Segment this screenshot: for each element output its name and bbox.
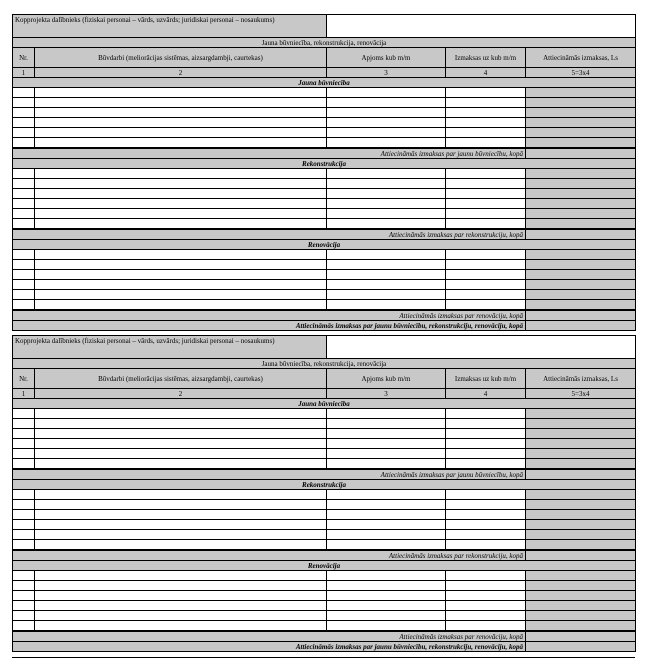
eligible-cell bbox=[526, 601, 636, 611]
cost-unit-cell[interactable] bbox=[446, 98, 526, 108]
section-heading-renov: Renovācija bbox=[13, 561, 636, 571]
nr-cell[interactable] bbox=[13, 571, 35, 581]
nr-cell[interactable] bbox=[13, 409, 35, 419]
volume-cell[interactable] bbox=[327, 520, 446, 530]
cost-unit-cell[interactable] bbox=[446, 260, 526, 270]
subtotal-label-renov: Attiecināmās izmaksas par renovāciju, kopā bbox=[13, 631, 526, 642]
works-cell[interactable] bbox=[35, 209, 327, 219]
works-cell[interactable] bbox=[35, 490, 327, 500]
cost-table-block bbox=[12, 335, 635, 652]
participant-label: Kopprojekta dalībnieks (fiziskai personai – vārds, uzvārds; juridiskai personai – nosaukums) bbox=[13, 336, 327, 359]
works-cell[interactable] bbox=[35, 88, 327, 98]
volume-cell[interactable] bbox=[327, 459, 446, 470]
table-row bbox=[13, 490, 636, 500]
table-row bbox=[13, 429, 636, 439]
col-header-cost-unit: Izmaksas uz kub m/m bbox=[446, 369, 526, 389]
nr-cell[interactable] bbox=[13, 189, 35, 199]
works-cell[interactable] bbox=[35, 601, 327, 611]
table-row bbox=[13, 530, 636, 540]
works-cell[interactable] bbox=[35, 581, 327, 591]
works-cell[interactable] bbox=[35, 169, 327, 179]
works-cell[interactable] bbox=[35, 250, 327, 260]
nr-cell[interactable] bbox=[13, 540, 35, 551]
cost-unit-cell[interactable] bbox=[446, 108, 526, 118]
works-cell[interactable] bbox=[35, 179, 327, 189]
subtotal-label-recon: Attiecināmās izmaksas par rekonstrukciju, kopā bbox=[13, 550, 526, 561]
nr-cell[interactable] bbox=[13, 128, 35, 138]
volume-cell[interactable] bbox=[327, 439, 446, 449]
eligible-cell bbox=[526, 490, 636, 500]
cost-unit-cell[interactable] bbox=[446, 128, 526, 138]
eligible-cell bbox=[526, 118, 636, 128]
volume-cell[interactable] bbox=[327, 280, 446, 290]
cost-unit-cell[interactable] bbox=[446, 189, 526, 199]
nr-cell[interactable] bbox=[13, 611, 35, 621]
participant-input[interactable] bbox=[327, 15, 636, 38]
eligible-cell bbox=[526, 169, 636, 179]
works-cell[interactable] bbox=[35, 419, 327, 429]
nr-cell[interactable] bbox=[13, 581, 35, 591]
volume-cell[interactable] bbox=[327, 179, 446, 189]
cost-unit-cell[interactable] bbox=[446, 209, 526, 219]
table-row bbox=[13, 108, 636, 118]
volume-cell[interactable] bbox=[327, 189, 446, 199]
eligible-cell bbox=[526, 300, 636, 311]
section-heading-new: Jauna būvniecība bbox=[13, 399, 636, 409]
table-row bbox=[13, 169, 636, 179]
col-number: 5=3x4 bbox=[526, 68, 636, 78]
works-cell[interactable] bbox=[35, 138, 327, 149]
table-row bbox=[13, 118, 636, 128]
nr-cell[interactable] bbox=[13, 419, 35, 429]
table-row bbox=[13, 199, 636, 209]
nr-cell[interactable] bbox=[13, 300, 35, 311]
eligible-cell bbox=[526, 88, 636, 98]
cost-unit-cell[interactable] bbox=[446, 219, 526, 230]
works-cell[interactable] bbox=[35, 540, 327, 551]
subtotal-value-new bbox=[526, 469, 636, 480]
cost-unit-cell[interactable] bbox=[446, 571, 526, 581]
eligible-cell bbox=[526, 581, 636, 591]
eligible-cell bbox=[526, 419, 636, 429]
nr-cell[interactable] bbox=[13, 199, 35, 209]
eligible-cell bbox=[526, 530, 636, 540]
col-number: 4 bbox=[446, 389, 526, 399]
volume-cell[interactable] bbox=[327, 581, 446, 591]
cost-unit-cell[interactable] bbox=[446, 409, 526, 419]
volume-cell[interactable] bbox=[327, 621, 446, 632]
works-cell[interactable] bbox=[35, 199, 327, 209]
eligible-cell bbox=[526, 98, 636, 108]
cost-unit-cell[interactable] bbox=[446, 449, 526, 459]
nr-cell[interactable] bbox=[13, 138, 35, 149]
table-row bbox=[13, 98, 636, 108]
subtotal-value-new bbox=[526, 148, 636, 159]
volume-cell[interactable] bbox=[327, 260, 446, 270]
volume-cell[interactable] bbox=[327, 128, 446, 138]
eligible-cell bbox=[526, 209, 636, 219]
nr-cell[interactable] bbox=[13, 500, 35, 510]
eligible-cell bbox=[526, 459, 636, 470]
table-row bbox=[13, 260, 636, 270]
eligible-cell bbox=[526, 439, 636, 449]
table-row bbox=[13, 419, 636, 429]
works-cell[interactable] bbox=[35, 500, 327, 510]
volume-cell[interactable] bbox=[327, 209, 446, 219]
eligible-cell bbox=[526, 199, 636, 209]
col-header-volume: Apjoms kub m/m bbox=[327, 48, 446, 68]
nr-cell[interactable] bbox=[13, 209, 35, 219]
eligible-cell bbox=[526, 520, 636, 530]
table-row bbox=[13, 300, 636, 311]
table-row bbox=[13, 290, 636, 300]
eligible-cell bbox=[526, 108, 636, 118]
cost-unit-cell[interactable] bbox=[446, 500, 526, 510]
cost-unit-cell[interactable] bbox=[446, 510, 526, 520]
subtotal-value-recon bbox=[526, 550, 636, 561]
nr-cell[interactable] bbox=[13, 601, 35, 611]
eligible-cell bbox=[526, 189, 636, 199]
table-row bbox=[13, 250, 636, 260]
works-cell[interactable] bbox=[35, 118, 327, 128]
cost-unit-cell[interactable] bbox=[446, 581, 526, 591]
works-cell[interactable] bbox=[35, 219, 327, 230]
nr-cell[interactable] bbox=[13, 219, 35, 230]
table-row bbox=[13, 270, 636, 280]
cost-unit-cell[interactable] bbox=[446, 88, 526, 98]
nr-cell[interactable] bbox=[13, 179, 35, 189]
col-number: 4 bbox=[446, 68, 526, 78]
works-cell[interactable] bbox=[35, 439, 327, 449]
table-row bbox=[13, 500, 636, 510]
col-number: 3 bbox=[327, 389, 446, 399]
works-cell[interactable] bbox=[35, 429, 327, 439]
eligible-cell bbox=[526, 571, 636, 581]
col-header-works: Būvdarbi (meliorācijas sistēmas, aizsargdambji, caurtekas) bbox=[35, 48, 327, 68]
table-row bbox=[13, 520, 636, 530]
cost-unit-cell[interactable] bbox=[446, 490, 526, 500]
col-header-works: Būvdarbi (meliorācijas sistēmas, aizsargdambji, caurtekas) bbox=[35, 369, 327, 389]
table-row bbox=[13, 581, 636, 591]
cost-unit-cell[interactable] bbox=[446, 591, 526, 601]
nr-cell[interactable] bbox=[13, 429, 35, 439]
volume-cell[interactable] bbox=[327, 169, 446, 179]
nr-cell[interactable] bbox=[13, 260, 35, 270]
cost-unit-cell[interactable] bbox=[446, 439, 526, 449]
col-header-volume: Apjoms kub m/m bbox=[327, 369, 446, 389]
volume-cell[interactable] bbox=[327, 601, 446, 611]
col-number: 1 bbox=[13, 389, 35, 399]
eligible-cell bbox=[526, 429, 636, 439]
nr-cell[interactable] bbox=[13, 280, 35, 290]
nr-cell[interactable] bbox=[13, 520, 35, 530]
eligible-cell bbox=[526, 270, 636, 280]
col-number: 5=3x4 bbox=[526, 389, 636, 399]
volume-cell[interactable] bbox=[327, 490, 446, 500]
nr-cell[interactable] bbox=[13, 530, 35, 540]
eligible-cell bbox=[526, 611, 636, 621]
section-heading-new: Jauna būvniecība bbox=[13, 78, 636, 88]
col-header-eligible: Attiecināmās izmaksas, Ls bbox=[526, 369, 636, 389]
volume-cell[interactable] bbox=[327, 409, 446, 419]
table-title: Jauna būvniecība, rekonstrukcija, renovācija bbox=[13, 359, 636, 369]
section-heading-recon: Rekonstrukcija bbox=[13, 480, 636, 490]
volume-cell[interactable] bbox=[327, 118, 446, 128]
col-header-cost-unit: Izmaksas uz kub m/m bbox=[446, 48, 526, 68]
volume-cell[interactable] bbox=[327, 540, 446, 551]
volume-cell[interactable] bbox=[327, 591, 446, 601]
cost-unit-cell[interactable] bbox=[446, 300, 526, 311]
volume-cell[interactable] bbox=[327, 449, 446, 459]
cost-unit-cell[interactable] bbox=[446, 270, 526, 280]
works-cell[interactable] bbox=[35, 611, 327, 621]
table-row bbox=[13, 128, 636, 138]
volume-cell[interactable] bbox=[327, 429, 446, 439]
cost-unit-cell[interactable] bbox=[446, 459, 526, 470]
nr-cell[interactable] bbox=[13, 270, 35, 280]
table-row bbox=[13, 571, 636, 581]
eligible-cell bbox=[526, 290, 636, 300]
volume-cell[interactable] bbox=[327, 611, 446, 621]
volume-cell[interactable] bbox=[327, 219, 446, 230]
volume-cell[interactable] bbox=[327, 500, 446, 510]
works-cell[interactable] bbox=[35, 108, 327, 118]
col-header-nr: Nr. bbox=[13, 48, 35, 68]
works-cell[interactable] bbox=[35, 571, 327, 581]
table-row bbox=[13, 189, 636, 199]
table-row bbox=[13, 459, 636, 470]
eligible-cell bbox=[526, 250, 636, 260]
nr-cell[interactable] bbox=[13, 621, 35, 632]
works-cell[interactable] bbox=[35, 530, 327, 540]
subtotal-value-recon bbox=[526, 229, 636, 240]
eligible-cell bbox=[526, 621, 636, 632]
nr-cell[interactable] bbox=[13, 510, 35, 520]
cost-unit-cell[interactable] bbox=[446, 179, 526, 189]
cost-table-block bbox=[12, 14, 635, 331]
col-header-nr: Nr. bbox=[13, 369, 35, 389]
eligible-cell bbox=[526, 280, 636, 290]
eligible-cell bbox=[526, 260, 636, 270]
cost-unit-cell[interactable] bbox=[446, 169, 526, 179]
col-number: 2 bbox=[35, 389, 327, 399]
volume-cell[interactable] bbox=[327, 300, 446, 311]
works-cell[interactable] bbox=[35, 189, 327, 199]
cost-unit-cell[interactable] bbox=[446, 250, 526, 260]
subtotal-label-new: Attiecināmās izmaksas par jaunu būvniecību, kopā bbox=[13, 469, 526, 480]
grand-total-label: Attiecināmās izmaksas par jaunu būvniecību, rekonstrukciju, renovāciju, kopā bbox=[13, 642, 526, 652]
eligible-cell bbox=[526, 591, 636, 601]
grand-total-value bbox=[526, 321, 636, 331]
nr-cell[interactable] bbox=[13, 88, 35, 98]
volume-cell[interactable] bbox=[327, 199, 446, 209]
cost-unit-cell[interactable] bbox=[446, 419, 526, 429]
eligible-cell bbox=[526, 138, 636, 149]
cost-unit-cell[interactable] bbox=[446, 280, 526, 290]
table-row bbox=[13, 449, 636, 459]
participant-input[interactable] bbox=[327, 336, 636, 359]
nr-cell[interactable] bbox=[13, 459, 35, 470]
volume-cell[interactable] bbox=[327, 108, 446, 118]
works-cell[interactable] bbox=[35, 449, 327, 459]
table-row bbox=[13, 88, 636, 98]
subtotal-value-renov bbox=[526, 310, 636, 321]
works-cell[interactable] bbox=[35, 128, 327, 138]
works-cell[interactable] bbox=[35, 520, 327, 530]
subtotal-label-recon: Attiecināmās izmaksas par rekonstrukciju, kopā bbox=[13, 229, 526, 240]
works-cell[interactable] bbox=[35, 280, 327, 290]
cost-unit-cell[interactable] bbox=[446, 621, 526, 632]
cost-unit-cell[interactable] bbox=[446, 290, 526, 300]
nr-cell[interactable] bbox=[13, 169, 35, 179]
nr-cell[interactable] bbox=[13, 98, 35, 108]
eligible-cell bbox=[526, 219, 636, 230]
cost-unit-cell[interactable] bbox=[446, 429, 526, 439]
works-cell[interactable] bbox=[35, 591, 327, 601]
table-row bbox=[13, 280, 636, 290]
works-cell[interactable] bbox=[35, 621, 327, 632]
volume-cell[interactable] bbox=[327, 88, 446, 98]
section-heading-recon: Rekonstrukcija bbox=[13, 159, 636, 169]
volume-cell[interactable] bbox=[327, 571, 446, 581]
volume-cell[interactable] bbox=[327, 250, 446, 260]
volume-cell[interactable] bbox=[327, 530, 446, 540]
table-row bbox=[13, 510, 636, 520]
nr-cell[interactable] bbox=[13, 250, 35, 260]
table-row bbox=[13, 179, 636, 189]
works-cell[interactable] bbox=[35, 260, 327, 270]
cost-table bbox=[12, 14, 636, 331]
participant-label: Kopprojekta dalībnieks (fiziskai personai – vārds, uzvārds; juridiskai personai – nosaukums) bbox=[13, 15, 327, 38]
cost-unit-cell[interactable] bbox=[446, 199, 526, 209]
eligible-cell bbox=[526, 128, 636, 138]
table-row bbox=[13, 219, 636, 230]
works-cell[interactable] bbox=[35, 290, 327, 300]
subtotal-label-renov: Attiecināmās izmaksas par renovāciju, kopā bbox=[13, 310, 526, 321]
nr-cell[interactable] bbox=[13, 490, 35, 500]
works-cell[interactable] bbox=[35, 459, 327, 470]
subtotal-label-new: Attiecināmās izmaksas par jaunu būvniecību, kopā bbox=[13, 148, 526, 159]
table-row bbox=[13, 611, 636, 621]
nr-cell[interactable] bbox=[13, 449, 35, 459]
eligible-cell bbox=[526, 500, 636, 510]
cost-table bbox=[12, 335, 636, 652]
cost-unit-cell[interactable] bbox=[446, 530, 526, 540]
cost-unit-cell[interactable] bbox=[446, 138, 526, 149]
section-heading-renov: Renovācija bbox=[13, 240, 636, 250]
volume-cell[interactable] bbox=[327, 98, 446, 108]
table-row bbox=[13, 540, 636, 551]
grand-total-value bbox=[526, 642, 636, 652]
eligible-cell bbox=[526, 540, 636, 551]
col-number: 1 bbox=[13, 68, 35, 78]
cost-unit-cell[interactable] bbox=[446, 118, 526, 128]
works-cell[interactable] bbox=[35, 409, 327, 419]
works-cell[interactable] bbox=[35, 270, 327, 280]
col-number: 2 bbox=[35, 68, 327, 78]
cost-unit-cell[interactable] bbox=[446, 601, 526, 611]
works-cell[interactable] bbox=[35, 300, 327, 311]
bottom-rule bbox=[12, 657, 635, 658]
volume-cell[interactable] bbox=[327, 138, 446, 149]
works-cell[interactable] bbox=[35, 98, 327, 108]
eligible-cell bbox=[526, 510, 636, 520]
table-row bbox=[13, 591, 636, 601]
volume-cell[interactable] bbox=[327, 270, 446, 280]
nr-cell[interactable] bbox=[13, 118, 35, 128]
eligible-cell bbox=[526, 449, 636, 459]
works-cell[interactable] bbox=[35, 510, 327, 520]
volume-cell[interactable] bbox=[327, 510, 446, 520]
nr-cell[interactable] bbox=[13, 108, 35, 118]
grand-total-label: Attiecināmās izmaksas par jaunu būvniecību, rekonstrukciju, renovāciju, kopā bbox=[13, 321, 526, 331]
col-number: 3 bbox=[327, 68, 446, 78]
volume-cell[interactable] bbox=[327, 419, 446, 429]
table-row bbox=[13, 138, 636, 149]
eligible-cell bbox=[526, 179, 636, 189]
nr-cell[interactable] bbox=[13, 591, 35, 601]
table-row bbox=[13, 409, 636, 419]
nr-cell[interactable] bbox=[13, 290, 35, 300]
col-header-eligible: Attiecināmās izmaksas, Ls bbox=[526, 48, 636, 68]
cost-unit-cell[interactable] bbox=[446, 611, 526, 621]
table-row bbox=[13, 621, 636, 632]
cost-unit-cell[interactable] bbox=[446, 540, 526, 551]
table-row bbox=[13, 439, 636, 449]
volume-cell[interactable] bbox=[327, 290, 446, 300]
table-row bbox=[13, 601, 636, 611]
nr-cell[interactable] bbox=[13, 439, 35, 449]
subtotal-value-renov bbox=[526, 631, 636, 642]
eligible-cell bbox=[526, 409, 636, 419]
table-row bbox=[13, 209, 636, 219]
table-title: Jauna būvniecība, rekonstrukcija, renovācija bbox=[13, 38, 636, 48]
cost-unit-cell[interactable] bbox=[446, 520, 526, 530]
